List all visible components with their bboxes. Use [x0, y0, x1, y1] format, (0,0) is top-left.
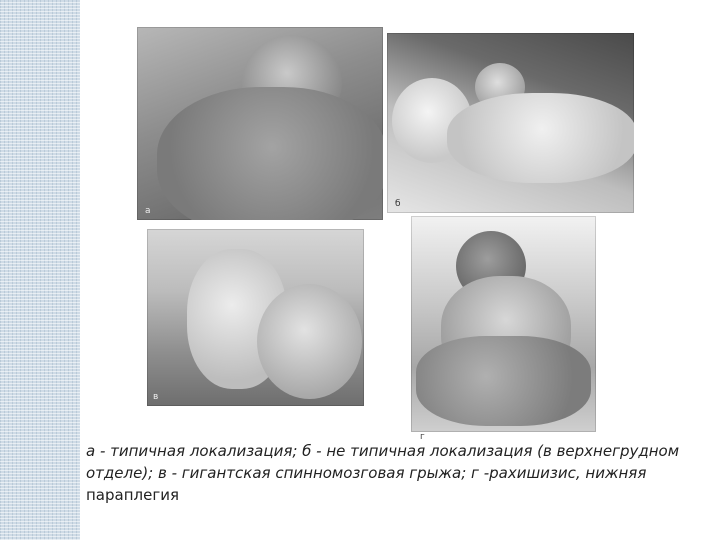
- legs-shape: [416, 336, 591, 426]
- body-shape: [447, 93, 634, 183]
- photo-panel-g: [411, 216, 596, 432]
- photo-panel-a: [137, 27, 383, 220]
- figure-caption: [86, 440, 706, 506]
- photo-panel-b: [387, 33, 634, 213]
- photo-panel-v: [147, 229, 364, 406]
- caption-text-italic: а - типичная локализация; б - не типичная локализация (в верхнегрудном отделе); в - гигантская спинномозговая грыжа; г -рахишизис, нижняя: [86, 442, 680, 482]
- panel-label-a: а: [145, 206, 151, 216]
- caption-text-upright: параплегия: [86, 486, 179, 504]
- panel-label-g: г: [420, 432, 425, 442]
- body-shape: [157, 87, 383, 220]
- panel-label-b: б: [395, 199, 401, 209]
- decorative-sidebar-stripe: [0, 0, 80, 540]
- hernia-shape: [257, 284, 362, 399]
- panel-label-v: в: [153, 392, 159, 402]
